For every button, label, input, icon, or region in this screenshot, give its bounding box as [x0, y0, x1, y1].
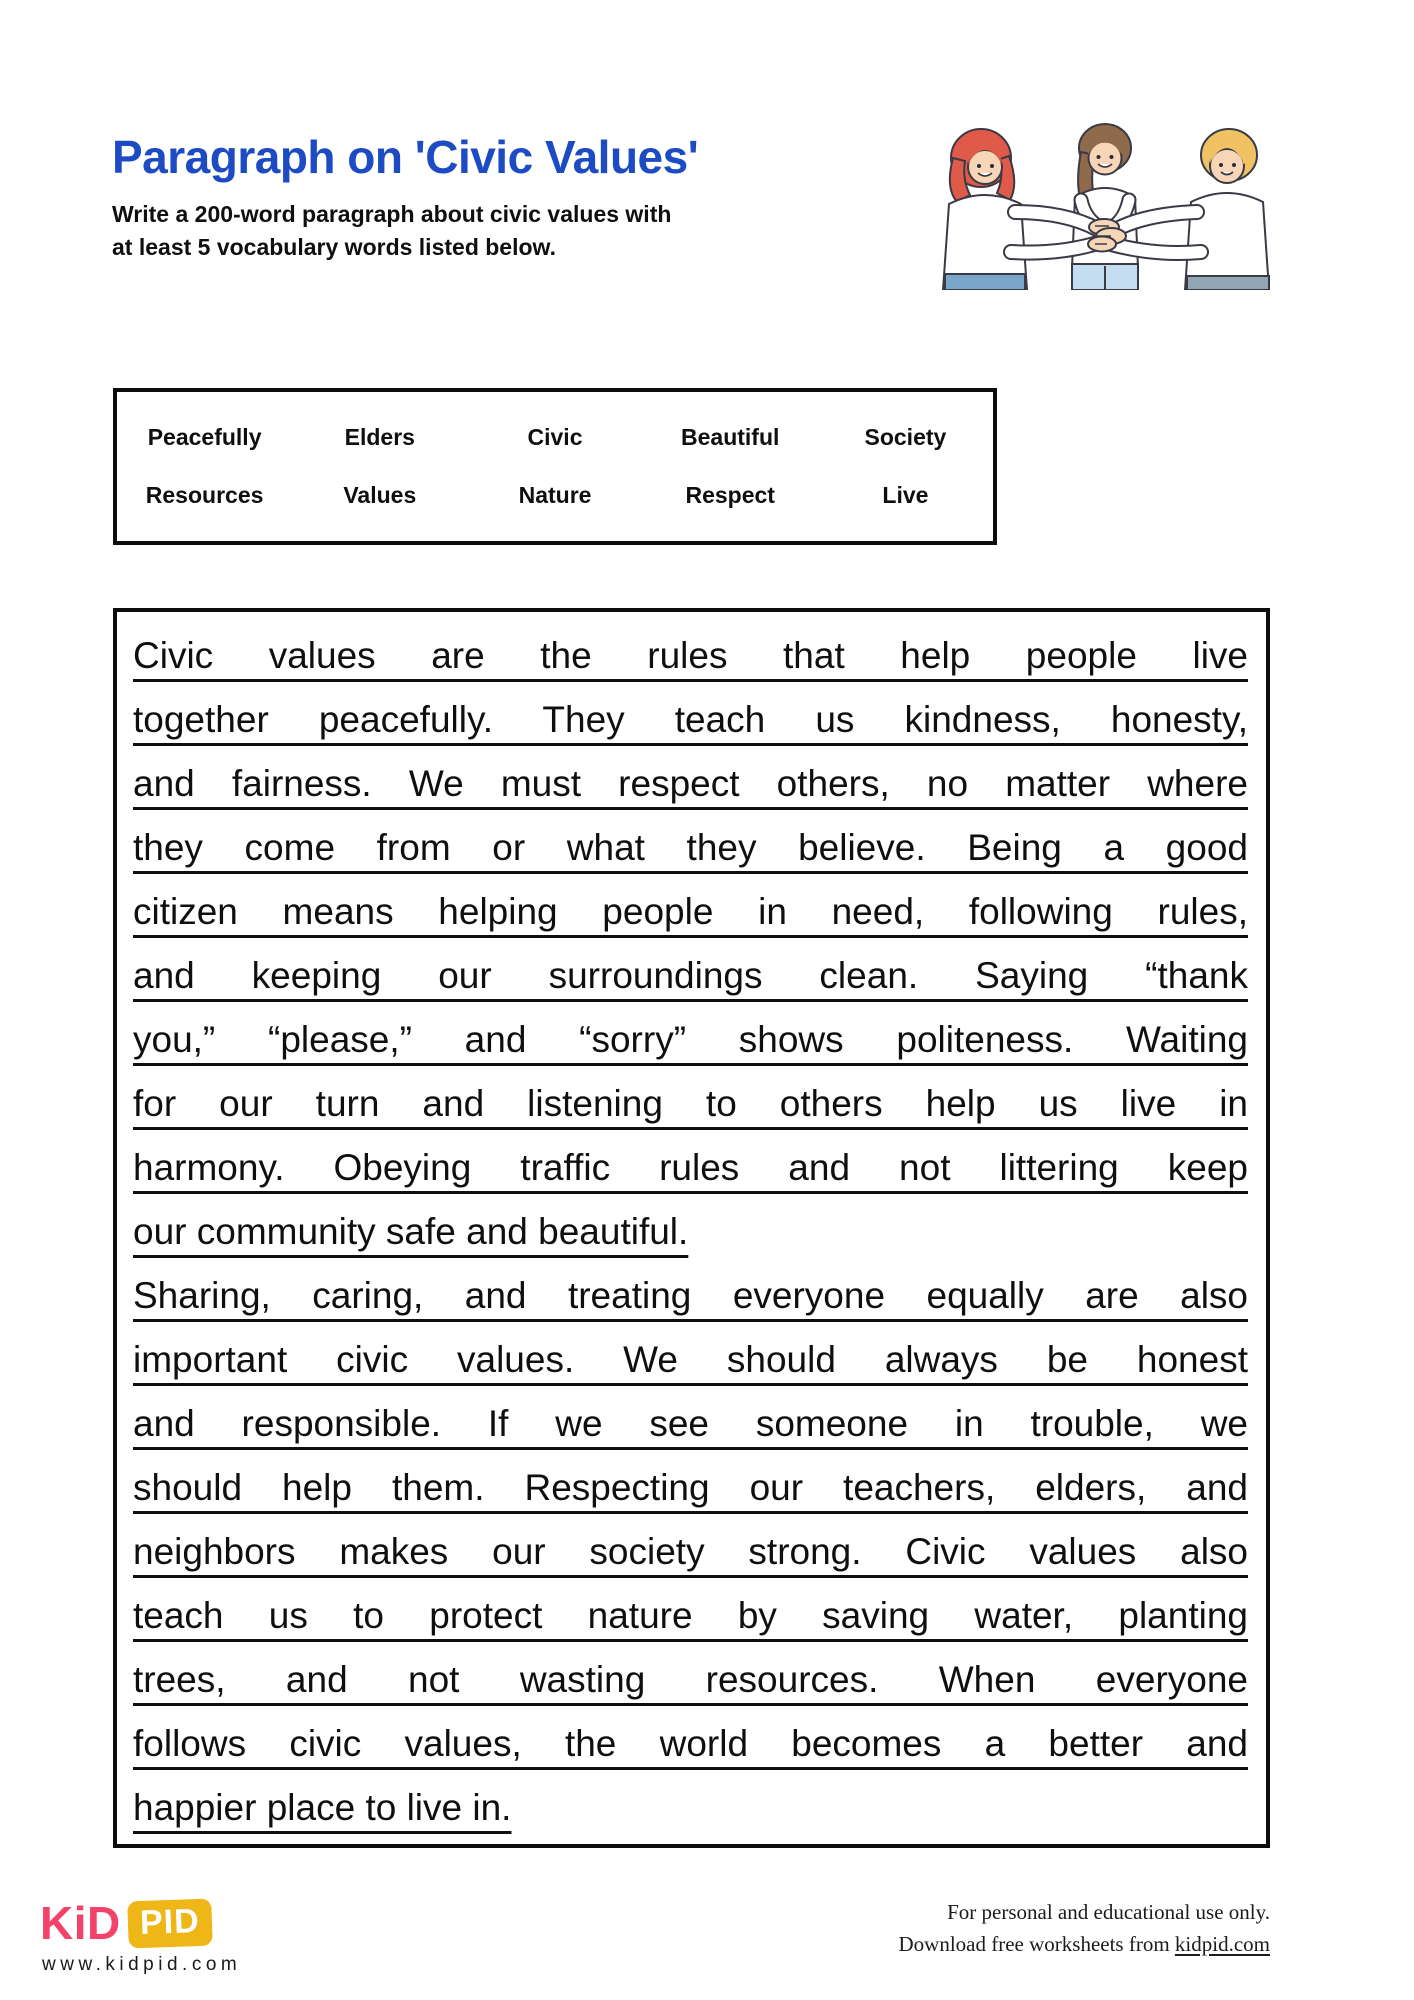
vocabulary-box — [113, 388, 997, 545]
vocabulary-row — [117, 424, 993, 451]
kidpid-logo — [40, 1896, 211, 1950]
website-url: www.kidpid.com — [42, 1954, 242, 1975]
paragraph-line: together peacefully. They teach us kindness, honesty, — [133, 699, 1248, 740]
kidpid-link[interactable]: kidpid.com — [1174, 1932, 1270, 1956]
page-subtitle — [112, 198, 671, 264]
paragraph-line: and keeping our surroundings clean. Saying “thank — [133, 955, 1248, 996]
vocabulary-word: Elders — [344, 423, 415, 450]
paragraph-line: happier place to live in. — [133, 1787, 512, 1828]
paragraph-line: Civic values are the rules that help people live — [133, 635, 1248, 676]
paragraph-line: and fairness. We must respect others, no matter where — [133, 763, 1248, 804]
usage-note-line-2-prefix: Download free worksheets from — [898, 1932, 1175, 1956]
paragraph-line: they come from or what they believe. Being a good — [133, 827, 1248, 868]
paragraph-line: our community safe and beautiful. — [133, 1211, 689, 1252]
three-people-hands-together-icon — [905, 100, 1305, 290]
vocabulary-word: Respect — [685, 482, 775, 509]
vocabulary-word: Society — [864, 423, 947, 450]
paragraph-line: neighbors makes our society strong. Civic values also — [133, 1531, 1248, 1572]
paragraph-box — [113, 608, 1270, 1848]
logo-pid-badge: PID — [127, 1898, 212, 1948]
paragraph-line: for our turn and listening to others help us live in — [133, 1083, 1248, 1124]
vocabulary-word: Live — [882, 482, 929, 509]
subtitle-line-1: Write a 200-word paragraph about civic values with — [112, 201, 672, 227]
vocabulary-word: Civic — [527, 423, 583, 450]
vocabulary-word: Peacefully — [147, 423, 262, 450]
paragraph-line: citizen means helping people in need, following rules, — [133, 891, 1248, 932]
paragraph-line: important civic values. We should always be honest — [133, 1339, 1248, 1380]
page-title: Paragraph on 'Civic Values' — [112, 131, 699, 183]
paragraph-line: trees, and not wasting resources. When everyone — [133, 1659, 1248, 1700]
vocabulary-word: Values — [343, 482, 417, 509]
paragraph-line: Sharing, caring, and treating everyone equally are also — [133, 1275, 1248, 1316]
paragraph-line: should help them. Respecting our teachers, elders, and — [133, 1467, 1248, 1508]
paragraph-line: you,” “please,” and “sorry” shows politeness. Waiting — [133, 1019, 1248, 1060]
paragraph-line: follows civic values, the world becomes a better and — [133, 1723, 1248, 1764]
vocabulary-row — [117, 482, 993, 509]
usage-note-line-2 — [899, 1928, 1271, 1960]
vocabulary-word: Resources — [145, 482, 264, 509]
usage-note-line-1: For personal and educational use only. — [947, 1900, 1270, 1924]
vocabulary-word: Beautiful — [681, 423, 780, 450]
vocabulary-word: Nature — [518, 482, 592, 509]
usage-note — [899, 1896, 1271, 1960]
teamwork-illustration — [905, 100, 1305, 290]
paragraph-line: harmony. Obeying traffic rules and not littering keep — [133, 1147, 1248, 1188]
paragraph-line: teach us to protect nature by saving water, planting — [133, 1595, 1248, 1636]
subtitle-line-2: at least 5 vocabulary words listed below. — [112, 234, 556, 260]
paragraph-line: and responsible. If we see someone in trouble, we — [133, 1403, 1248, 1444]
logo-kid-text: KiD — [40, 1897, 121, 1949]
